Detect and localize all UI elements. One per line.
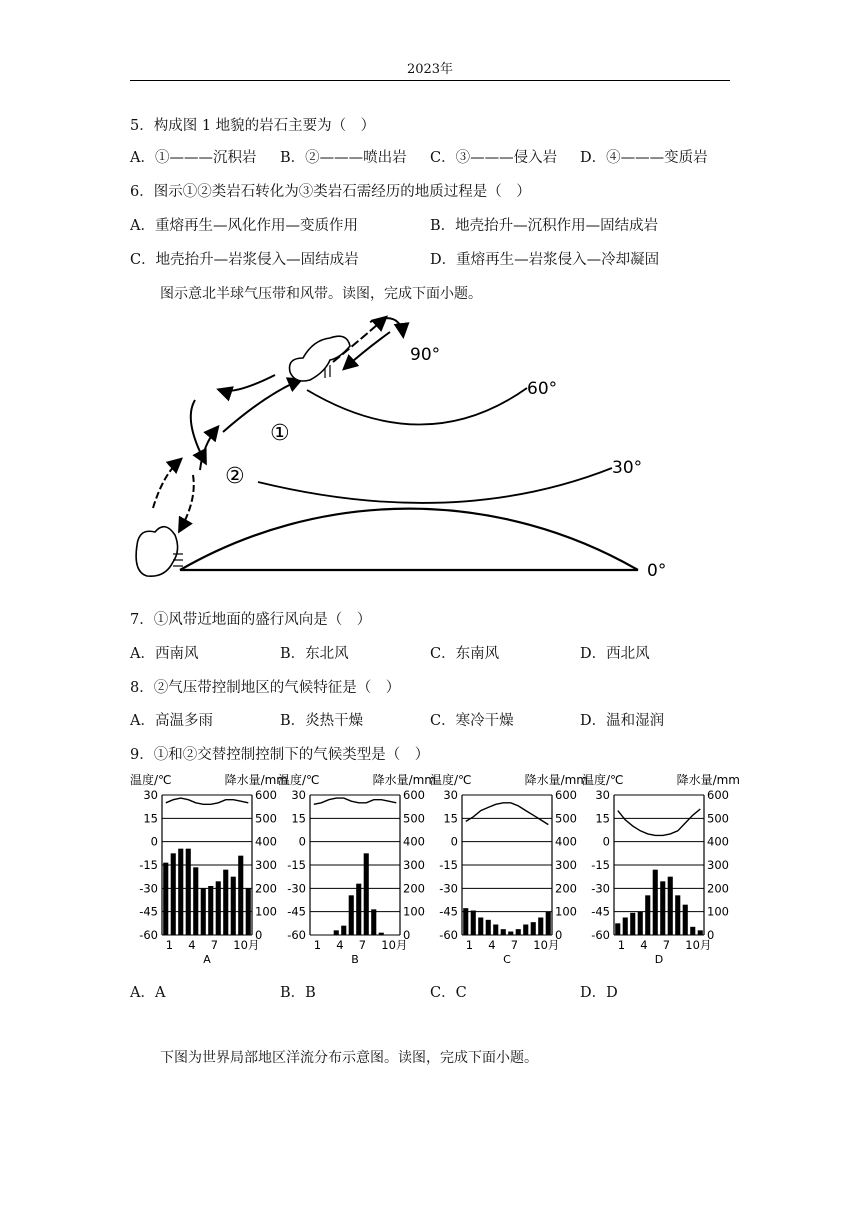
chart-d-month-tick: 7 — [662, 938, 671, 952]
chart-c-precip-bar — [531, 922, 536, 935]
chart-b-precip-tick: 100 — [403, 904, 425, 919]
chart-b-temp-axis-label: 温度/℃ — [278, 773, 320, 787]
chart-d-temp-tick: 30 — [595, 788, 610, 802]
polar-arrow-2 — [345, 332, 390, 368]
chart-a-month-tick: 1 — [165, 938, 174, 952]
chart-a-month-tick: 7 — [210, 938, 219, 952]
q8-option-d[interactable]: D．温和湿润 — [580, 713, 665, 729]
chart-c-temp-tick: -45 — [439, 904, 458, 919]
chart-a-precip-tick: 100 — [255, 904, 277, 919]
cloud-polar — [290, 336, 350, 381]
lat-60-label: 60° — [527, 379, 558, 399]
chart-d-precip-tick: 200 — [707, 881, 729, 896]
chart-d-precip-bar — [690, 927, 695, 935]
q9-option-a[interactable]: A．A — [130, 985, 166, 1001]
cell-arrow-3 — [153, 460, 180, 508]
chart-b-precip-bar — [364, 853, 369, 935]
lat-30-arc — [258, 468, 612, 503]
chart-c-precip-bar — [501, 929, 506, 935]
chart-a-month-tick: 4 — [188, 938, 196, 952]
chart-c-precip-tick: 300 — [555, 858, 577, 872]
chart-c-precip-tick: 0 — [555, 928, 563, 942]
chart-b-precip-bar — [341, 926, 346, 935]
chart-a-precip-bar — [238, 856, 243, 935]
chart-b-precip-tick: 400 — [403, 834, 425, 849]
chart-a-temp-tick: -45 — [139, 904, 158, 919]
chart-c-precip-tick: 100 — [555, 904, 577, 919]
q5-option-c[interactable]: C．③———侵入岩 — [430, 150, 558, 166]
chart-b-precip-tick: 500 — [403, 811, 425, 826]
chart-a-precip-bar — [201, 888, 206, 935]
chart-a-precip-axis-label: 降水量/mm — [224, 773, 288, 787]
chart-b-precip-bar — [371, 909, 376, 935]
marker-1-label: ① — [270, 421, 290, 446]
chart-a-temp-tick: 15 — [143, 811, 158, 826]
chart-a-precip-tick: 200 — [255, 881, 277, 896]
chart-b-temp-tick: 30 — [291, 788, 306, 802]
chart-b-precip-tick: 300 — [403, 858, 425, 872]
climate-charts — [130, 768, 740, 973]
chart-c-precip-tick: 600 — [555, 788, 577, 802]
lat-60-arc — [307, 388, 527, 425]
chart-c-month-tick: 1 — [465, 938, 474, 952]
chart-c-precip-bar — [493, 925, 498, 936]
q8-option-c[interactable]: C．寒冷干燥 — [430, 713, 514, 729]
chart-a-temp-tick: -30 — [139, 881, 158, 896]
q8-option-b[interactable]: B．炎热干燥 — [280, 713, 364, 729]
chart-c-precip-bar — [463, 908, 468, 935]
cell-arrow-1 — [220, 375, 275, 391]
chart-d-precip-tick: 300 — [707, 858, 729, 872]
chart-a-precip-bar — [178, 849, 183, 935]
chart-a-precip-tick: 0 — [255, 928, 263, 942]
ocean-current-intro: 下图为世界局部地区洋流分布示意图。读图，完成下面小题。 — [160, 1050, 538, 1066]
q5-option-d[interactable]: D．④———变质岩 — [580, 150, 708, 166]
chart-d-precip-bar — [698, 930, 703, 935]
chart-a-temp-tick: 30 — [143, 788, 158, 802]
chart-d-precip-tick: 600 — [707, 788, 729, 802]
chart-b-temp-line — [314, 798, 397, 804]
chart-c-precip-bar — [478, 918, 483, 936]
chart-d-precip-bar — [668, 877, 673, 935]
q7-option-c[interactable]: C．东南风 — [430, 646, 500, 662]
chart-d-month-tick: 1 — [617, 938, 626, 952]
q5-option-b[interactable]: B．②———喷出岩 — [280, 150, 407, 166]
chart-a-precip-bar — [223, 870, 228, 935]
chart-d-temp-tick: -15 — [591, 858, 610, 872]
chart-a-temp-line — [166, 798, 249, 804]
chart-a-precip-bar — [163, 863, 168, 935]
chart-c-precip-axis-label: 降水量/mm — [524, 773, 588, 787]
pressure-wind-belt-diagram — [125, 310, 685, 595]
chart-b-precip-bar — [334, 930, 339, 935]
chart-c-temp-tick: -15 — [439, 858, 458, 872]
chart-b-precip-bar — [356, 884, 361, 935]
chart-b-precip-tick: 600 — [403, 788, 425, 802]
chart-b-precip-bar — [379, 933, 384, 935]
chart-a-precip-tick: 500 — [255, 811, 277, 826]
chart-d-temp-tick: -30 — [591, 881, 610, 896]
chart-a-temp-tick: 0 — [150, 834, 158, 849]
pressure-belt-intro: 图示意北半球气压带和风带。读图，完成下面小题。 — [160, 286, 482, 302]
chart-d-precip-tick: 400 — [707, 834, 729, 849]
chart-a-precip-tick: 600 — [255, 788, 277, 802]
chart-a-precip-bar — [171, 853, 176, 935]
chart-a-temp-tick: -60 — [139, 928, 158, 942]
chart-a-precip-bar — [216, 881, 221, 935]
chart-c-temp-line — [466, 803, 549, 825]
q9-option-c[interactable]: C．C — [430, 985, 467, 1001]
chart-a-precip-bar — [231, 877, 236, 935]
question-5-stem: 5．构成图 1 地貌的岩石主要为（ ） — [130, 118, 376, 134]
q6-option-a[interactable]: A．重熔再生—风化作用—变质作用 — [130, 218, 358, 234]
chart-a-month-tick: 10月 — [233, 938, 260, 952]
chart-c-temp-tick: -30 — [439, 881, 458, 896]
chart-d-precip-bar — [653, 870, 658, 935]
chart-b-precip-tick: 0 — [403, 928, 411, 942]
q9-option-d[interactable]: D．D — [580, 985, 618, 1001]
chart-d-precip-bar — [675, 895, 680, 935]
marker-2-label: ② — [225, 464, 245, 489]
chart-b-month-tick: 1 — [313, 938, 322, 952]
chart-c-month-tick: 4 — [488, 938, 496, 952]
chart-c-precip-tick: 400 — [555, 834, 577, 849]
chart-d-temp-tick: 0 — [602, 834, 610, 849]
chart-c-precip-bar — [546, 912, 551, 935]
chart-d-month-tick: 4 — [640, 938, 648, 952]
chart-a-precip-bar — [193, 867, 198, 935]
chart-c-precip-bar — [523, 925, 528, 936]
wind-arrow-lower — [200, 428, 217, 470]
q6-option-b[interactable]: B．地壳抬升—沉积作用—固结成岩 — [430, 218, 659, 234]
chart-a-precip-tick: 300 — [255, 858, 277, 872]
chart-d-precip-bar — [623, 918, 628, 936]
cloud-equator — [136, 527, 177, 577]
q7-option-b[interactable]: B．东北风 — [280, 646, 349, 662]
lat-0-label: 0° — [647, 561, 667, 581]
chart-c-temp-tick: -60 — [439, 928, 458, 942]
chart-b-temp-tick: -60 — [287, 928, 306, 942]
chart-d-precip-bar — [645, 895, 650, 935]
chart-d-title: D — [654, 953, 664, 966]
question-8-stem: 8．②气压带控制地区的气候特征是（ ） — [130, 680, 401, 696]
chart-c-precip-bar — [538, 918, 543, 936]
chart-d-precip-bar — [630, 913, 635, 935]
chart-b-temp-tick: 15 — [291, 811, 306, 826]
chart-c-temp-tick: 0 — [450, 834, 458, 849]
chart-b-month-tick: 10月 — [381, 938, 408, 952]
chart-d-month-tick: 10月 — [685, 938, 712, 952]
chart-b-precip-axis-label: 降水量/mm — [372, 773, 436, 787]
page-header-year: 2023年 — [406, 62, 454, 77]
chart-d-precip-tick: 0 — [707, 928, 715, 942]
lat-30-label: 30° — [612, 458, 643, 478]
chart-d-temp-axis-label: 温度/℃ — [582, 773, 624, 787]
chart-c-month-tick: 10月 — [533, 938, 560, 952]
chart-d-temp-line — [618, 809, 701, 835]
chart-a-precip-bar — [246, 888, 251, 935]
q7-option-d[interactable]: D．西北风 — [580, 646, 650, 662]
q6-option-c[interactable]: C．地壳抬升—岩浆侵入—固结成岩 — [130, 252, 359, 268]
chart-c-temp-axis-label: 温度/℃ — [430, 773, 472, 787]
chart-d-precip-bar — [683, 905, 688, 935]
chart-b-precip-bar — [349, 895, 354, 935]
chart-c-precip-bar — [508, 932, 513, 936]
q5-option-a[interactable]: A．①———沉积岩 — [130, 150, 257, 166]
chart-a-precip-bar — [208, 886, 213, 935]
chart-c-month-tick: 7 — [510, 938, 519, 952]
chart-d-precip-bar — [660, 881, 665, 935]
chart-c-precip-bar — [471, 911, 476, 936]
chart-d-precip-axis-label: 降水量/mm — [676, 773, 740, 787]
chart-a-temp-axis-label: 温度/℃ — [130, 773, 172, 787]
chart-a-precip-tick: 400 — [255, 834, 277, 849]
question-6-stem: 6．图示①②类岩石转化为③类岩石需经历的地质过程是（ ） — [130, 184, 531, 200]
chart-b-precip-tick: 200 — [403, 881, 425, 896]
chart-b-title: B — [351, 953, 359, 966]
chart-b-month-tick: 4 — [336, 938, 344, 952]
chart-b-temp-tick: 0 — [298, 834, 306, 849]
chart-c-precip-bar — [486, 920, 491, 935]
cell-arrow-4 — [180, 475, 194, 530]
lat-90-label: 90° — [410, 345, 441, 365]
globe-outline — [180, 509, 638, 570]
q8-option-a[interactable]: A．高温多雨 — [130, 713, 213, 729]
chart-d-temp-tick: -45 — [591, 904, 610, 919]
chart-a-precip-bar — [186, 849, 191, 935]
chart-d-precip-bar — [615, 923, 620, 935]
header-divider — [130, 80, 730, 81]
chart-b-temp-tick: -45 — [287, 904, 306, 919]
chart-c-precip-bar — [516, 929, 521, 935]
q6-option-d[interactable]: D．重熔再生—岩浆侵入—冷却凝固 — [430, 252, 660, 268]
chart-c-precip-tick: 500 — [555, 811, 577, 826]
chart-d-precip-tick: 500 — [707, 811, 729, 826]
q7-option-a[interactable]: A．西南风 — [130, 646, 199, 662]
chart-d-precip-tick: 100 — [707, 904, 729, 919]
chart-d-temp-tick: -60 — [591, 928, 610, 942]
chart-a-temp-tick: -15 — [139, 858, 158, 872]
chart-c-temp-tick: 30 — [443, 788, 458, 802]
chart-c-temp-tick: 15 — [443, 811, 458, 826]
chart-d-temp-tick: 15 — [595, 811, 610, 826]
question-9-stem: 9．①和②交替控制控制下的气候类型是（ ） — [130, 747, 430, 763]
question-7-stem: 7．①风带近地面的盛行风向是（ ） — [130, 612, 372, 628]
chart-c-title: C — [503, 953, 511, 966]
chart-b-temp-tick: -30 — [287, 881, 306, 896]
chart-a-title: A — [203, 953, 211, 966]
chart-c-precip-tick: 200 — [555, 881, 577, 896]
chart-b-temp-tick: -15 — [287, 858, 306, 872]
chart-d-precip-bar — [638, 912, 643, 935]
q9-option-b[interactable]: B．B — [280, 985, 316, 1001]
chart-b-month-tick: 7 — [358, 938, 367, 952]
